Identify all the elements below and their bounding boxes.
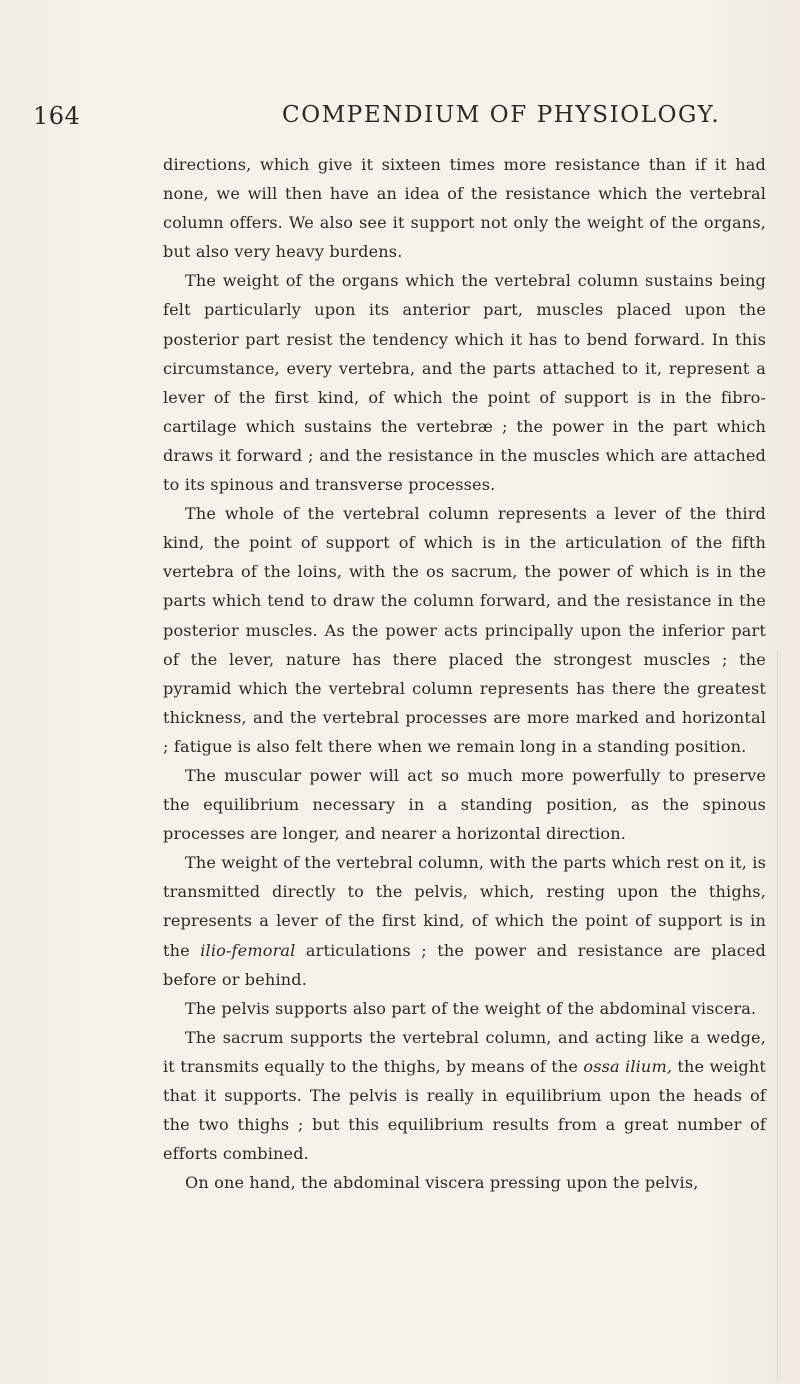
paragraph-1: directions, which give it sixteen times more resistance than if it had none, we will then have an idea of the resistance which the vertebral column offers. We also see it support not only the weight of the organs, but also very heavy burdens. xyxy=(163,155,766,262)
page-header xyxy=(0,102,800,142)
paragraph-3: The whole of the vertebral column represents a lever of the third kind, the point of support of which is in the articulation of the fifth vertebra of the loins, with the os sacrum, the power of which is in the parts which tend to draw the column forward, and the resistance in the posterior muscles. As the power acts principally upon the inferior part of the lever, nature has there placed the strongest muscles ; the pyramid which the vertebral column represents has there the greatest thickness, and the vertebral processes are more marked and horizontal ; fatigue is also felt there when we remain long in a standing position. xyxy=(163,504,766,756)
paragraph-7 xyxy=(163,1023,766,1168)
paragraph-6: The pelvis supports also part of the weight of the abdominal viscera. xyxy=(185,998,757,1018)
paragraph-8: On one hand, the abdominal viscera pressing upon the pelvis, xyxy=(185,1173,699,1193)
running-title: COMPENDIUM OF PHYSIOLOGY. xyxy=(282,102,721,128)
paragraph-2: The weight of the organs which the vertebral column sustains being felt particularly upon its anterior part, muscles placed upon the posterior part resist the tendency which it has to bend forward. In this circumstance, every vertebra, and the parts attached to it, represent a lever of the first kind, of which the point of support is in the fibro-cartilage which sustains the vertebræ ; the power in the part which draws it forward ; and the resistance in the muscles which are attached to its spinous and transverse processes. xyxy=(163,271,766,495)
page-number: 164 xyxy=(33,102,81,130)
page-edge-shadow xyxy=(777,650,790,1380)
paragraph-5-italic-term: ilio-femoral xyxy=(200,940,296,960)
paragraph-5-text-b: articulations ; the power and resistance are placed before or behind. xyxy=(163,940,766,989)
paragraph-7-italic-term: ossa ilium, xyxy=(583,1056,673,1076)
paragraph-7-text-a: The sacrum supports the vertebral column, and acting like a wedge, it transmits equally to the thighs, by means of the xyxy=(163,1027,766,1076)
page-body xyxy=(163,150,766,1197)
paragraph-5 xyxy=(163,848,766,993)
paragraph-7-text-b: the weight that it supports. The pelvis is really in equilibrium upon the heads of the two thighs ; but this equilibrium results from a great number of efforts combined. xyxy=(163,1056,766,1164)
paragraph-4: The muscular power will act so much more powerfully to preserve the equilibrium necessary in a standing position, as the spinous processes are longer, and nearer a horizontal direction. xyxy=(163,765,766,844)
paragraph-5-text-a: The weight of the vertebral column, with the parts which rest on it, is transmitted directly to the pelvis, which, resting upon the thighs, represents a lever of the first kind, of which the point of support is in the xyxy=(163,853,766,960)
